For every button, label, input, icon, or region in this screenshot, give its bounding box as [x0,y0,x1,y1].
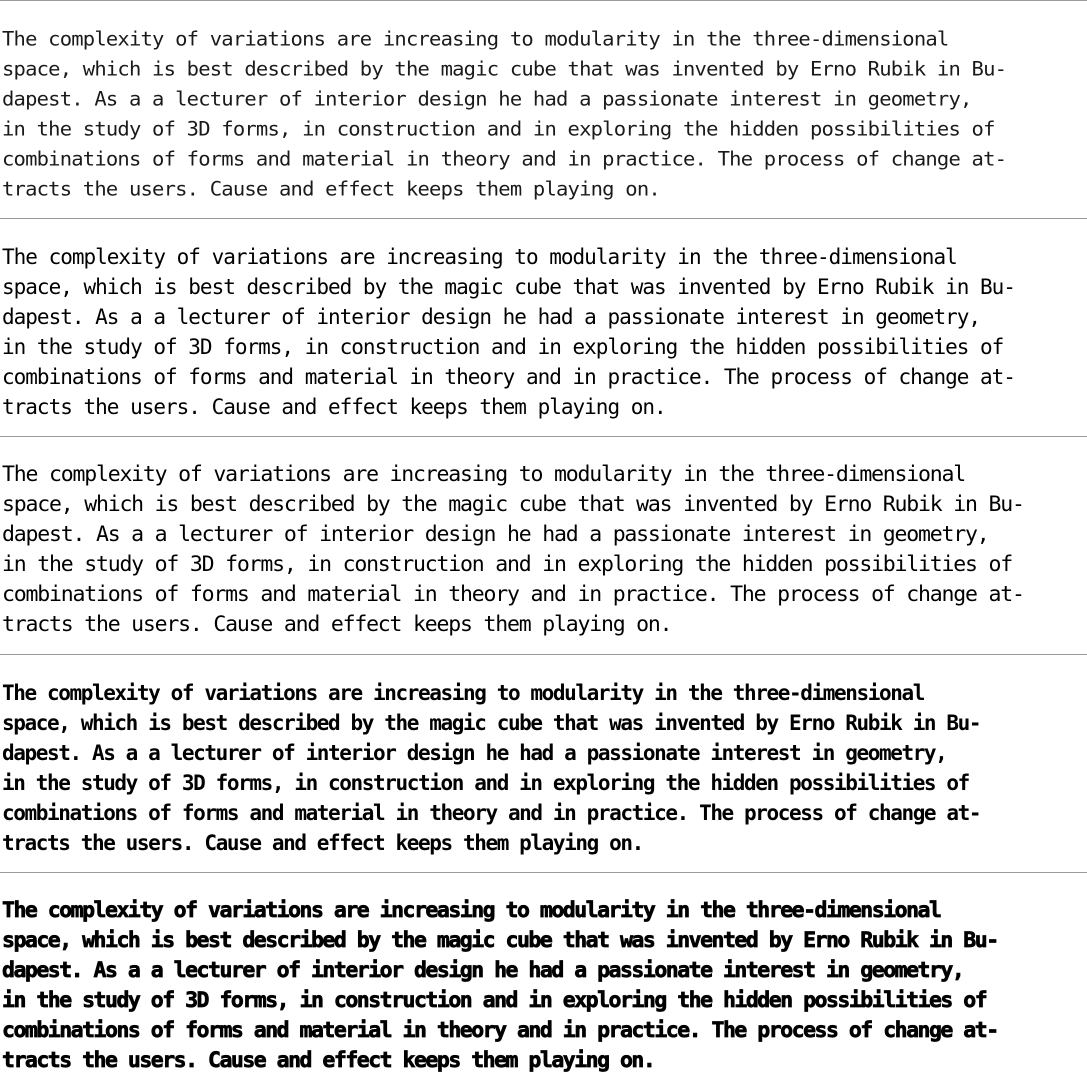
text-line: combinations of forms and material in theory and in practice. The process of change at- [2,1018,998,1043]
specimen-paragraph [2,678,980,858]
text-line: space, which is best described by the magic cube that was invented by Erno Rubik in Bu- [2,928,998,953]
text-line: The complexity of variations are increasing to modularity in the three-dimensional [2,681,924,705]
text-line: The complexity of variations are increasing to modularity in the three-dimensional [2,245,957,269]
specimen-block-5 [0,872,1087,1090]
text-line: space, which is best described by the magic cube that was invented by Erno Rubik in Bu- [2,711,981,735]
text-line: dapest. As a a lecturer of interior design he had a passionate interest in geometry, [2,958,964,983]
text-line: combinations of forms and material in theory and in practice. The process of change at- [2,147,1007,171]
text-line: dapest. As a a lecturer of interior design he had a passionate interest in geometry, [2,522,989,547]
text-line: The complexity of variations are increasing to modularity in the three-dimensional [2,27,949,51]
text-line: in the study of 3D forms, in construction and in exploring the hidden possibilities of [2,988,987,1013]
text-line: in the study of 3D forms, in construction and in exploring the hidden possibilities of [2,335,1004,359]
text-line: tracts the users. Cause and effect keeps them playing on. [2,177,660,201]
text-line: dapest. As a a lecturer of interior design he had a passionate interest in geometry, [2,305,981,329]
text-line: dapest. As a a lecturer of interior design he had a passionate interest in geometry, [2,87,972,111]
text-line: The complexity of variations are increasing to modularity in the three-dimensional [2,898,941,923]
text-line: space, which is best described by the magic cube that was invented by Erno Rubik in Bu- [2,57,1007,81]
text-line: in the study of 3D forms, in construction and in exploring the hidden possibilities of [2,552,1012,577]
text-line: tracts the users. Cause and effect keeps them playing on. [2,395,666,419]
text-line: tracts the users. Cause and effect keeps them playing on. [2,612,672,637]
text-line: in the study of 3D forms, in construction and in exploring the hidden possibilities of [2,771,969,795]
specimen-block-4 [0,654,1087,872]
specimen-paragraph [2,460,1024,640]
specimen-paragraph [2,242,1015,422]
text-line: tracts the users. Cause and effect keeps them playing on. [2,1048,655,1073]
specimen-block-1 [0,0,1087,218]
text-line: space, which is best described by the magic cube that was invented by Erno Rubik in Bu- [2,492,1024,517]
text-line: combinations of forms and material in theory and in practice. The process of change at- [2,365,1015,389]
text-line: combinations of forms and material in theory and in practice. The process of change at- [2,801,981,825]
specimen-paragraph [2,24,1006,204]
text-line: space, which is best described by the magic cube that was invented by Erno Rubik in Bu- [2,275,1015,299]
text-line: tracts the users. Cause and effect keeps them playing on. [2,831,643,855]
specimen-paragraph [2,896,998,1076]
text-line: in the study of 3D forms, in construction and in exploring the hidden possibilities of [2,117,995,141]
text-line: combinations of forms and material in theory and in practice. The process of change at- [2,582,1024,607]
specimen-block-3 [0,436,1087,654]
text-line: dapest. As a a lecturer of interior design he had a passionate interest in geometry, [2,741,947,765]
text-line: The complexity of variations are increasing to modularity in the three-dimensional [2,462,966,487]
specimen-block-2 [0,218,1087,436]
